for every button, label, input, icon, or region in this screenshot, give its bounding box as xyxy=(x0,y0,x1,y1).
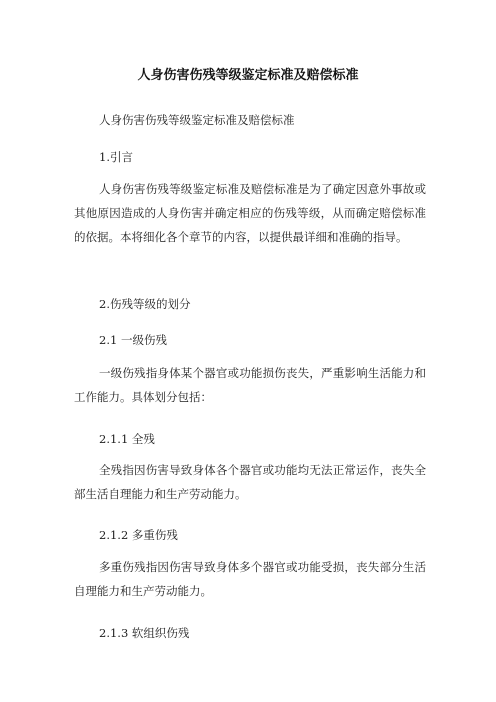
intro-heading: 1.引言 xyxy=(99,150,133,164)
grading-heading: 2.伤残等级的划分 xyxy=(99,297,191,311)
full-disability-heading: 2.1.1 全残 xyxy=(99,432,155,446)
level1-heading: 2.1 一级伤残 xyxy=(99,333,167,347)
level1-paragraph: 一级伤残指身体某个器官或功能损伤丧失，严重影响生活能力和工作能力。具体划分包括： xyxy=(74,366,426,404)
soft-tissue-heading: 2.1.3 软组织伤残 xyxy=(99,626,190,640)
intro-paragraph: 人身伤害伤残等级鉴定标准及赔偿标准是为了确定因意外事故或其他原因造成的人身伤害并确定相应的伤残等级，从而确定赔偿标准的依据。本将细化各个章节的内容，以提供最详细和准确的指导。 xyxy=(74,182,426,244)
multiple-disability-paragraph: 多重伤残指因伤害导致身体多个器官或功能受损，丧失部分生活自理能力和生产劳动能力。 xyxy=(74,560,426,598)
document-title: 人身伤害伤残等级鉴定标准及赔偿标准 xyxy=(137,68,359,83)
document-subtitle: 人身伤害伤残等级鉴定标准及赔偿标准 xyxy=(99,113,295,127)
multiple-disability-heading: 2.1.2 多重伤残 xyxy=(99,528,178,542)
full-disability-paragraph: 全残指因伤害导致身体各个器官或功能均无法正常运作，丧失全部生活自理能力和生产劳动能力。 xyxy=(74,463,426,501)
